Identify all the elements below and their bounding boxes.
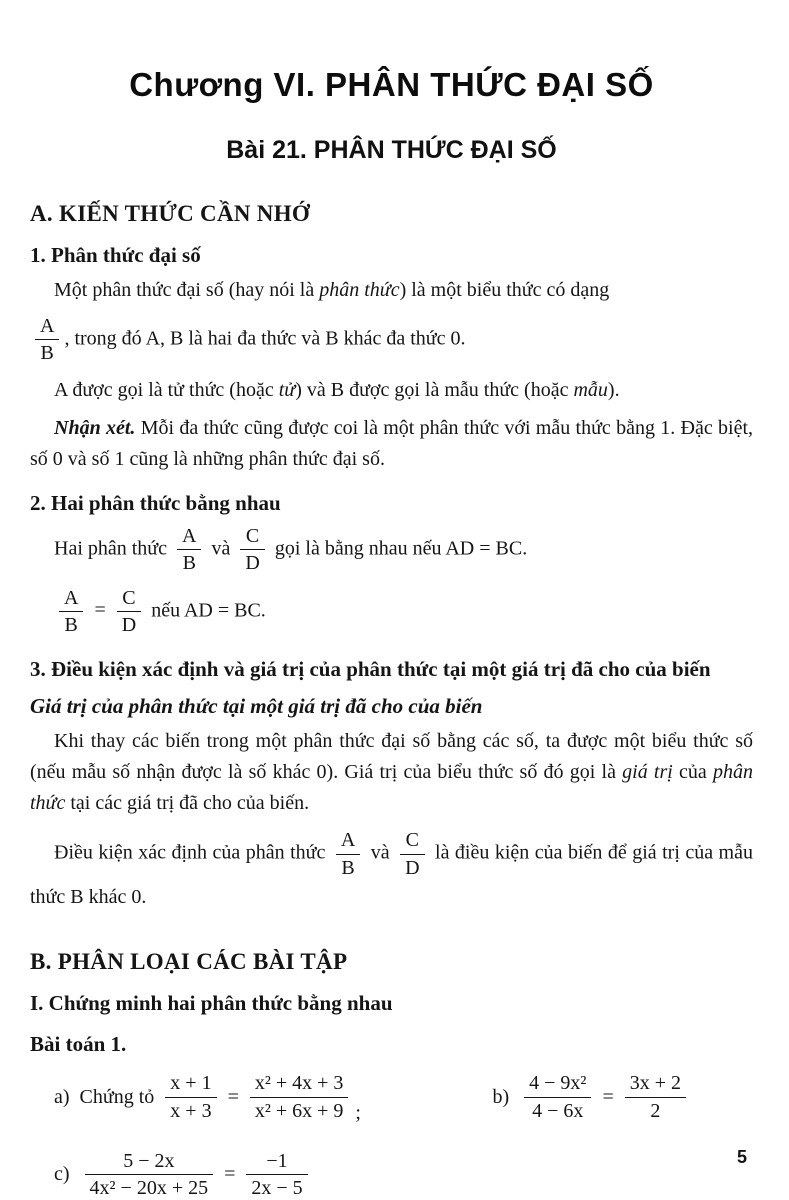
fraction-a-over-b — [177, 525, 201, 575]
italic-term: tử — [278, 378, 296, 401]
fraction-c-over-d — [240, 525, 264, 575]
paragraph-domain-condition — [30, 826, 753, 913]
remark-label: Nhận xét. — [54, 416, 136, 439]
fraction-numerator: −1 — [246, 1150, 307, 1175]
fraction-numerator: x² + 4x + 3 — [250, 1072, 349, 1097]
fraction-numerator: C — [240, 525, 264, 550]
problem-c-lhs-fraction — [85, 1150, 214, 1200]
fraction-denominator: x² + 6x + 9 — [254, 1099, 344, 1122]
paragraph-remark — [30, 413, 753, 475]
text-run: Mỗi đa thức cũng được coi là một phân thức với mẫu thức bằng 1. Đặc biệt, số 0 và số 1 cũng là những phân thức đại số. — [30, 416, 754, 470]
fraction-denominator: B — [182, 552, 196, 575]
italic-term: phân thức — [30, 761, 753, 815]
italic-term: giá trị — [622, 761, 673, 784]
text-run: Điều kiện xác định của phân thức — [54, 841, 331, 864]
problems-row-c — [30, 1137, 753, 1200]
subsection-2-heading: 2. Hai phân thức bằng nhau — [30, 490, 281, 515]
problem-b-rhs-fraction — [625, 1072, 686, 1122]
text-run: , trong đó A, B là hai đa thức và B khác đa thức 0. — [64, 327, 466, 350]
text-run: là điều kiện của biến để giá trị của mẫu thức B khác 0. — [30, 841, 753, 909]
fraction-numerator: 4 − 9x² — [524, 1072, 591, 1097]
type-i-heading: I. Chứng minh hai phân thức bằng nhau — [30, 991, 393, 1016]
fraction-denominator: D — [121, 613, 137, 636]
fraction-denominator: 4x² − 20x + 25 — [89, 1177, 209, 1200]
fraction-a-over-b — [35, 315, 59, 365]
fraction-numerator: A — [35, 315, 59, 340]
fraction-numerator: 5 − 2x — [85, 1150, 214, 1175]
problem-a — [54, 1069, 361, 1125]
italic-term: phân thức — [319, 279, 400, 301]
problem-a-lhs-fraction — [165, 1072, 216, 1122]
fraction-numerator: A — [59, 587, 83, 612]
text-run: nếu AD = BC. — [146, 599, 266, 622]
section-a-heading: A. KIẾN THỨC CẦN NHỚ — [30, 201, 311, 226]
line-equal-fractions-definition — [30, 522, 753, 578]
section-b-heading: B. PHÂN LOẠI CÁC BÀI TẬP — [30, 949, 348, 975]
line-equality-rule — [30, 584, 753, 640]
fraction-denominator: 4 − 6x — [532, 1099, 584, 1122]
fraction-numerator: C — [117, 587, 141, 612]
fraction-c-over-d — [117, 587, 141, 637]
problem-a-intro: Chứng tỏ — [79, 1085, 155, 1108]
equals-sign: = — [602, 1085, 614, 1108]
problem-a-rhs-fraction — [250, 1072, 349, 1122]
line-fraction-definition — [30, 312, 753, 368]
paragraph-value-explanation — [30, 726, 753, 819]
equals-sign: = — [94, 599, 106, 622]
text-run: A được gọi là tử thức (hoặc — [54, 378, 279, 401]
fraction-denominator: 2x − 5 — [251, 1177, 303, 1200]
fraction-a-over-b — [59, 587, 83, 637]
paragraph-numerator-denominator — [30, 375, 753, 406]
problems-row-ab — [30, 1069, 753, 1125]
lesson-title: Bài 21. PHÂN THỨC ĐẠI SỐ — [226, 136, 557, 164]
fraction-denominator: B — [64, 613, 78, 636]
text-run: và — [206, 537, 236, 560]
paragraph-definition — [30, 275, 753, 306]
page-number: 5 — [736, 1147, 747, 1167]
fraction-numerator: 3x + 2 — [625, 1072, 686, 1097]
text-run: ). — [607, 378, 620, 401]
subsection-1-heading: 1. Phân thức đại số — [30, 243, 201, 267]
text-run: Một phân thức đại số (hay nói là — [54, 279, 320, 301]
chapter-title: Chương VI. PHÂN THỨC ĐẠI SỐ — [129, 66, 654, 103]
equals-sign: = — [227, 1085, 239, 1108]
fraction-numerator: C — [400, 829, 424, 854]
problem-a-label: a) — [54, 1085, 70, 1108]
fraction-denominator: D — [245, 552, 260, 575]
text-run: Hai phân thức — [54, 537, 173, 560]
problem-c — [54, 1147, 313, 1200]
fraction-numerator: A — [336, 829, 360, 854]
text-run: ) là một biểu thức có dạng — [399, 279, 610, 301]
text-run: tại các giá trị đã cho của biến. — [65, 792, 310, 815]
text-run: Khi thay các biến trong một phân thức đại số bằng các số, ta được một biểu thức số (nếu mẫu số nhận được là số khác 0). Giá trị của biểu thức số đó gọi là — [30, 730, 753, 784]
text-run: ) và B được gọi là mẫu thức (hoặc — [295, 378, 574, 401]
problem-b-lhs-fraction — [524, 1072, 591, 1122]
fraction-numerator: A — [177, 525, 201, 550]
problem-c-label: c) — [54, 1163, 70, 1186]
fraction-denominator: B — [341, 856, 355, 879]
problem-b-label: b) — [492, 1085, 510, 1108]
page-content — [0, 66, 789, 1200]
fraction-denominator: B — [40, 342, 54, 365]
text-run: của — [672, 761, 713, 784]
subsection-3-heading: 3. Điều kiện xác định và giá trị của phân thức tại một giá trị đã cho của biến — [30, 657, 711, 682]
fraction-a-over-b — [336, 829, 360, 879]
problem-c-rhs-fraction — [246, 1150, 307, 1200]
fraction-denominator: 2 — [650, 1099, 661, 1122]
problem-set-heading: Bài toán 1. — [30, 1032, 127, 1057]
equals-sign: = — [224, 1163, 236, 1186]
fraction-numerator: x + 1 — [165, 1072, 216, 1097]
italic-term: mẫu — [573, 378, 608, 401]
problem-b — [492, 1069, 691, 1125]
text-run: và — [365, 841, 396, 864]
fraction-c-over-d — [400, 829, 424, 879]
problem-a-suffix: ; — [355, 1101, 361, 1124]
fraction-denominator: D — [405, 856, 420, 879]
value-subheading: Giá trị của phân thức tại một giá trị đã cho của biến — [30, 694, 483, 719]
text-run: gọi là bằng nhau nếu AD = BC. — [269, 537, 528, 560]
fraction-denominator: x + 3 — [170, 1099, 212, 1122]
